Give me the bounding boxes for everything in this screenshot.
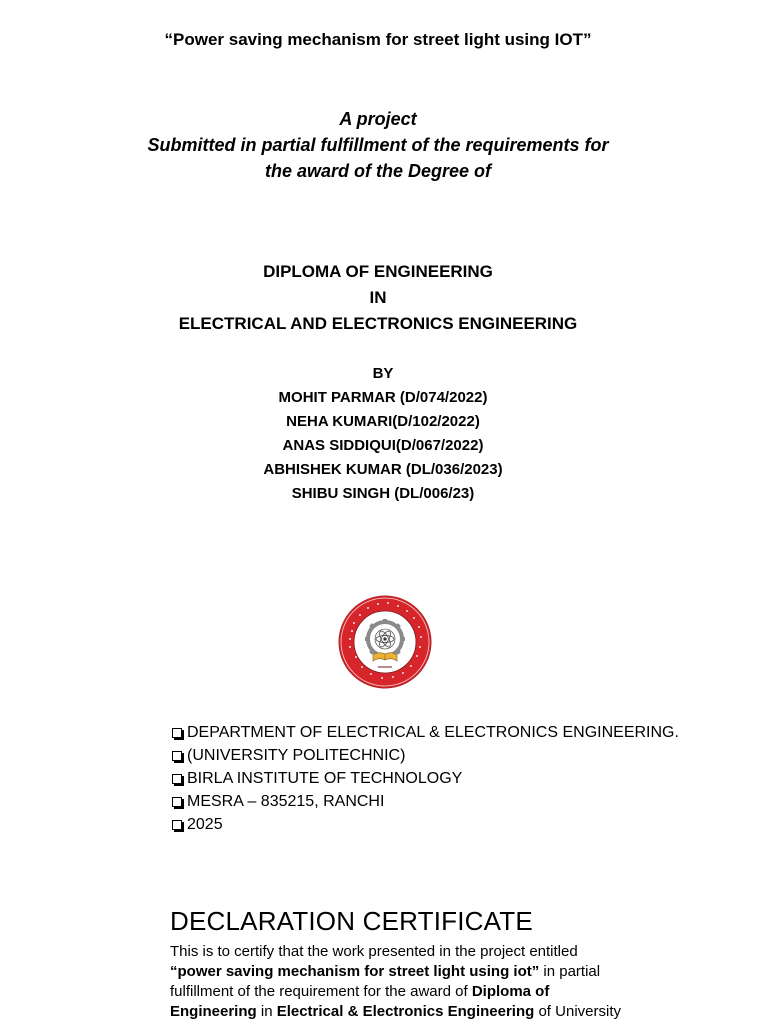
declaration-text: This is to certify that the work presented in the project entitled [170,943,578,960]
department-list [170,721,679,836]
checkbox-bullet-icon [172,774,182,784]
declaration-degree: Diploma of Engineering [170,983,550,1020]
degree-line-1: DIPLOMA OF ENGINEERING [263,262,493,281]
declaration-text: in partial fulfillment of the requirement for the award of [170,963,601,1000]
by-label: BY [372,365,394,382]
degree-line-2: IN [369,288,387,307]
list-item-text: MESRA – 835215, RANCHI [187,793,385,810]
checkbox-bullet-icon [172,751,182,761]
list-item-text: DEPARTMENT OF ELECTRICAL & ELECTRONICS ENGINEERING. [187,724,679,741]
declaration-text: in [256,1003,277,1020]
declaration-project-title: “power saving mechanism for street light using iot” [170,963,540,980]
list-item [170,767,679,790]
list-item [170,790,679,813]
declaration-heading: DECLARATION CERTIFICATE [170,906,533,936]
project-title: “Power saving mechanism for street light using IOT” [164,30,592,49]
authors-block [0,362,766,506]
intro-line-3: the award of the Degree of [264,161,492,181]
degree-block [0,259,756,337]
list-item-text: BIRLA INSTITUTE OF TECHNOLOGY [187,770,463,787]
submission-intro [0,106,756,184]
list-item [170,744,679,767]
list-item-text: 2025 [187,816,223,833]
checkbox-bullet-icon [172,728,182,738]
declaration-branch: Electrical & Electronics Engineering [276,1003,535,1020]
list-item [170,813,679,836]
declaration-text: of University [534,1003,621,1020]
seal-icon [338,595,432,689]
institute-seal-logo [338,595,432,689]
author-name: SHIBU SINGH (DL/006/23) [291,485,475,502]
author-name: ANAS SIDDIQUI(D/067/2022) [282,437,484,454]
declaration-body [170,942,630,1022]
author-name: ABHISHEK KUMAR (DL/036/2023) [263,461,503,478]
list-item-text: (UNIVERSITY POLITECHNIC) [187,747,406,764]
intro-line-1: A project [339,109,417,129]
list-item [170,721,679,744]
checkbox-bullet-icon [172,797,182,807]
degree-line-3: ELECTRICAL AND ELECTRONICS ENGINEERING [178,314,578,333]
author-name: NEHA KUMARI(D/102/2022) [286,413,480,430]
intro-line-2: Submitted in partial fulfillment of the requirements for [147,135,609,155]
author-name: MOHIT PARMAR (D/074/2022) [278,389,488,406]
checkbox-bullet-icon [172,820,182,830]
